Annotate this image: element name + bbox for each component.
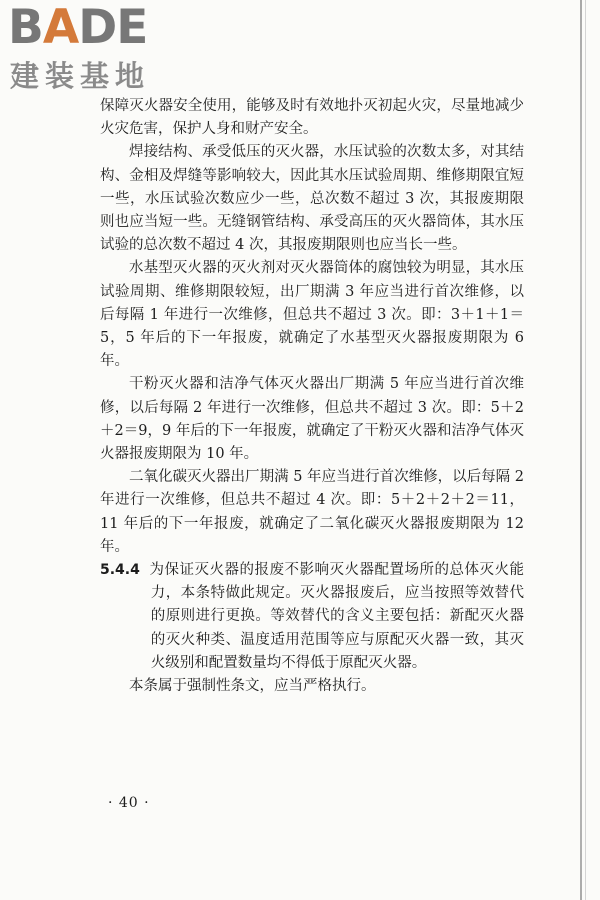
scan-edge-shadow (580, 0, 582, 900)
body-text (100, 95, 524, 698)
paragraph-continuation: 保障灭火器安全使用，能够及时有效地扑灭初起火灾，尽量地减少火灾危害，保护人身和财产安全。 (100, 98, 524, 138)
logo-subtitle: 建装基地 (10, 59, 151, 93)
clause-text: 为保证灭火器的报废不影响灭火器配置场所的总体灭火能力，本条特做此规定。灭火器报废后，应当按照等效替代的原则进行更换。等效替代的含义主要包括：新配灭火器的灭火种类、温度适用范围等应与原配灭火器一致，其灭火级别和配置数量均不得低于原配灭火器。 (149, 562, 524, 671)
logo-letter-a-accent: A (42, 0, 79, 55)
paragraph-dry-powder: 干粉灭火器和洁净气体灭火器出厂期满 5 年应当进行首次维修，以后每隔 2 年进行一次维修，但总共不超过 3 次。即：5＋2＋2＝9，9 年后的下一年报废，就确定了干粉灭火器和洁净气体灭火器报废期限为 10 年。 (100, 376, 524, 463)
page-number: · 40 · (108, 795, 150, 811)
paragraph-mandatory: 本条属于强制性条文，应当严格执行。 (129, 678, 376, 695)
paragraph-welded-extinguishers: 焊接结构、承受低压的灭火器，水压试验的次数太多，对其结构、金相及焊缝等影响较大，因此其水压试验周期、维修期限宜短一些，水压试验次数应少一些，总次数不超过 3 次，其报废期限则也应当短一些。无缝钢管结构、承受高压的灭火器筒体，其水压试验的总次数不超过 4 次，其报废期限则也应当长一些。 (100, 144, 524, 254)
paragraph-water-based: 水基型灭火器的灭火剂对灭火器筒体的腐蚀较为明显，其水压试验周期、维修期限较短，出厂期满 3 年应当进行首次维修，以后每隔 1 年进行一次维修，但总共不超过 3 次。即：3＋1＋1＝5，5 年后的下一年报废，就确定了水基型灭火器报废期限为 6 年。 (100, 260, 524, 370)
scan-edge-line (585, 0, 586, 900)
clause-number: 5.4.4 (100, 562, 140, 579)
logo-letter-b: B (8, 0, 43, 55)
watermark-logo (6, 2, 186, 97)
logo-letters-de: DE (78, 0, 148, 55)
logo-wordmark (8, 2, 147, 54)
paragraph-co2: 二氧化碳灭火器出厂期满 5 年应当进行首次维修，以后每隔 2 年进行一次维修，但总共不超过 4 次。即：5＋2＋2＋2＝11，11 年后的下一年报废，就确定了二氧化碳灭火器报废期限为 12 年。 (100, 469, 524, 555)
clause-5-4-4 (100, 559, 524, 675)
